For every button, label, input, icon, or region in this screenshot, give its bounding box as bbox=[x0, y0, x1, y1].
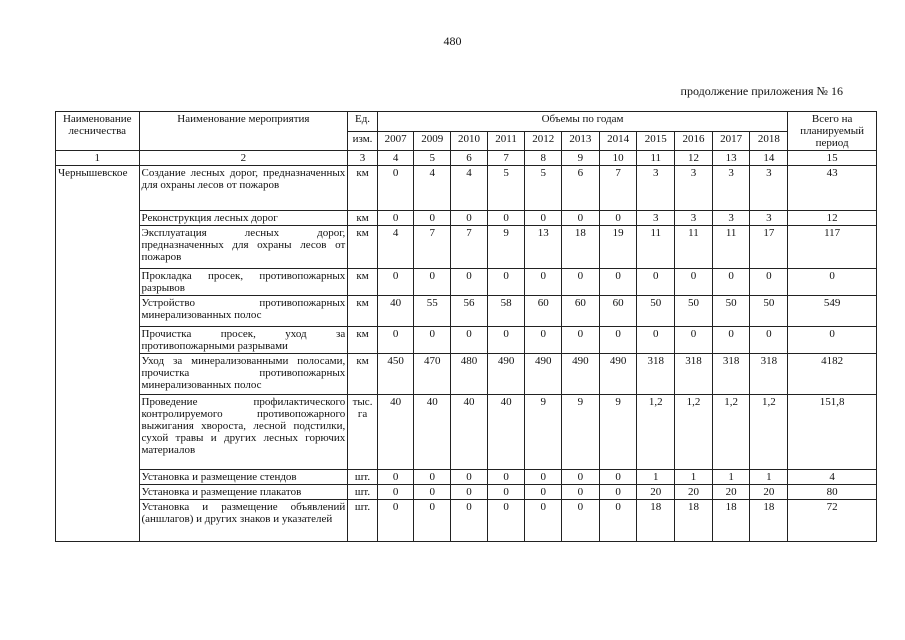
column-number: 7 bbox=[487, 151, 525, 166]
value-cell: 0 bbox=[599, 269, 637, 296]
unit-cell: км bbox=[348, 226, 378, 269]
value-cell: 0 bbox=[414, 500, 451, 542]
value-cell: 1 bbox=[675, 470, 713, 485]
value-cell: 20 bbox=[712, 485, 750, 500]
value-cell: 4 bbox=[451, 166, 488, 211]
value-cell: 450 bbox=[377, 354, 414, 395]
value-cell: 0 bbox=[451, 327, 488, 354]
activity-name: Реконструкция лесных дорог bbox=[139, 211, 348, 226]
value-cell: 18 bbox=[712, 500, 750, 542]
value-cell: 0 bbox=[525, 269, 562, 296]
value-cell: 0 bbox=[525, 211, 562, 226]
value-cell: 0 bbox=[451, 269, 488, 296]
table-row bbox=[56, 296, 877, 327]
value-cell: 470 bbox=[414, 354, 451, 395]
value-cell: 490 bbox=[487, 354, 525, 395]
value-cell: 0 bbox=[414, 485, 451, 500]
year-header: 2013 bbox=[562, 131, 600, 151]
value-cell: 0 bbox=[750, 269, 788, 296]
total-cell: 80 bbox=[788, 485, 877, 500]
header-volumes: Объемы по годам bbox=[377, 112, 787, 132]
value-cell: 0 bbox=[637, 327, 675, 354]
value-cell: 0 bbox=[377, 485, 414, 500]
table-row bbox=[56, 269, 877, 296]
unit-cell: км bbox=[348, 211, 378, 226]
year-header: 2017 bbox=[712, 131, 750, 151]
value-cell: 0 bbox=[599, 211, 637, 226]
unit-cell: км bbox=[348, 296, 378, 327]
value-cell: 7 bbox=[599, 166, 637, 211]
value-cell: 1,2 bbox=[750, 395, 788, 470]
unit-cell: шт. bbox=[348, 500, 378, 542]
value-cell: 3 bbox=[712, 166, 750, 211]
value-cell: 60 bbox=[599, 296, 637, 327]
value-cell: 0 bbox=[487, 470, 525, 485]
activity-name: Уход за минерализованными полосами, прочистка противопожарных минерализованных полос bbox=[139, 354, 348, 395]
value-cell: 318 bbox=[675, 354, 713, 395]
total-cell: 0 bbox=[788, 327, 877, 354]
value-cell: 490 bbox=[525, 354, 562, 395]
value-cell: 3 bbox=[637, 166, 675, 211]
value-cell: 0 bbox=[599, 500, 637, 542]
value-cell: 7 bbox=[451, 226, 488, 269]
value-cell: 0 bbox=[637, 269, 675, 296]
value-cell: 0 bbox=[675, 327, 713, 354]
activity-name: Прокладка просек, противопожарных разрывов bbox=[139, 269, 348, 296]
header-unit-bottom: изм. bbox=[348, 131, 378, 151]
value-cell: 0 bbox=[487, 327, 525, 354]
value-cell: 5 bbox=[525, 166, 562, 211]
table-row bbox=[56, 211, 877, 226]
activity-name: Установка и размещение стендов bbox=[139, 470, 348, 485]
year-header: 2010 bbox=[451, 131, 488, 151]
value-cell: 50 bbox=[675, 296, 713, 327]
value-cell: 0 bbox=[525, 327, 562, 354]
value-cell: 17 bbox=[750, 226, 788, 269]
unit-cell: км bbox=[348, 269, 378, 296]
year-header: 2016 bbox=[675, 131, 713, 151]
total-cell: 12 bbox=[788, 211, 877, 226]
value-cell: 0 bbox=[562, 211, 600, 226]
value-cell: 0 bbox=[414, 211, 451, 226]
total-cell: 549 bbox=[788, 296, 877, 327]
value-cell: 0 bbox=[451, 211, 488, 226]
value-cell: 0 bbox=[487, 500, 525, 542]
value-cell: 0 bbox=[451, 470, 488, 485]
value-cell: 60 bbox=[562, 296, 600, 327]
header-activity: Наименование мероприятия bbox=[139, 112, 348, 151]
column-number: 3 bbox=[348, 151, 378, 166]
value-cell: 11 bbox=[675, 226, 713, 269]
value-cell: 0 bbox=[525, 470, 562, 485]
value-cell: 318 bbox=[712, 354, 750, 395]
value-cell: 0 bbox=[562, 500, 600, 542]
value-cell: 0 bbox=[377, 166, 414, 211]
activities-table bbox=[55, 111, 877, 542]
value-cell: 0 bbox=[377, 211, 414, 226]
table-row bbox=[56, 327, 877, 354]
value-cell: 0 bbox=[562, 269, 600, 296]
total-cell: 72 bbox=[788, 500, 877, 542]
column-number: 12 bbox=[675, 151, 713, 166]
year-header: 2007 bbox=[377, 131, 414, 151]
value-cell: 318 bbox=[637, 354, 675, 395]
value-cell: 50 bbox=[750, 296, 788, 327]
value-cell: 5 bbox=[487, 166, 525, 211]
header-forestry: Наименование лесничества bbox=[56, 112, 140, 151]
value-cell: 3 bbox=[637, 211, 675, 226]
value-cell: 4 bbox=[377, 226, 414, 269]
unit-cell: км bbox=[348, 354, 378, 395]
appendix-note: продолжение приложения № 16 bbox=[680, 84, 843, 98]
value-cell: 3 bbox=[675, 166, 713, 211]
activity-name: Проведение профилактического контролируемого противопожарного выжигания хвороста, лесной подстилки, сухой травы и других лесных горючих материалов bbox=[139, 395, 348, 470]
value-cell: 18 bbox=[675, 500, 713, 542]
value-cell: 0 bbox=[712, 269, 750, 296]
year-header: 2011 bbox=[487, 131, 525, 151]
value-cell: 0 bbox=[525, 485, 562, 500]
value-cell: 20 bbox=[637, 485, 675, 500]
value-cell: 318 bbox=[750, 354, 788, 395]
value-cell: 0 bbox=[562, 485, 600, 500]
value-cell: 11 bbox=[712, 226, 750, 269]
value-cell: 0 bbox=[599, 327, 637, 354]
activity-name: Устройство противопожарных минерализованных полос bbox=[139, 296, 348, 327]
value-cell: 0 bbox=[451, 500, 488, 542]
table-row bbox=[56, 354, 877, 395]
column-number: 2 bbox=[139, 151, 348, 166]
value-cell: 0 bbox=[451, 485, 488, 500]
value-cell: 6 bbox=[562, 166, 600, 211]
total-cell: 151,8 bbox=[788, 395, 877, 470]
table-row bbox=[56, 226, 877, 269]
total-cell: 4182 bbox=[788, 354, 877, 395]
year-header: 2009 bbox=[414, 131, 451, 151]
year-header: 2012 bbox=[525, 131, 562, 151]
value-cell: 0 bbox=[487, 485, 525, 500]
activity-name: Установка и размещение объявлений (аншлагов) и других знаков и указателей bbox=[139, 500, 348, 542]
value-cell: 55 bbox=[414, 296, 451, 327]
value-cell: 1,2 bbox=[637, 395, 675, 470]
unit-cell: км bbox=[348, 327, 378, 354]
value-cell: 1,2 bbox=[712, 395, 750, 470]
value-cell: 9 bbox=[599, 395, 637, 470]
value-cell: 0 bbox=[377, 327, 414, 354]
column-number-row bbox=[56, 151, 877, 166]
value-cell: 1 bbox=[750, 470, 788, 485]
value-cell: 56 bbox=[451, 296, 488, 327]
value-cell: 0 bbox=[599, 470, 637, 485]
value-cell: 9 bbox=[562, 395, 600, 470]
total-cell: 4 bbox=[788, 470, 877, 485]
year-header: 2018 bbox=[750, 131, 788, 151]
value-cell: 0 bbox=[414, 269, 451, 296]
value-cell: 0 bbox=[712, 327, 750, 354]
value-cell: 3 bbox=[712, 211, 750, 226]
unit-cell: тыс. га bbox=[348, 395, 378, 470]
value-cell: 3 bbox=[750, 211, 788, 226]
unit-cell: шт. bbox=[348, 485, 378, 500]
value-cell: 18 bbox=[750, 500, 788, 542]
value-cell: 7 bbox=[414, 226, 451, 269]
value-cell: 1 bbox=[637, 470, 675, 485]
value-cell: 1,2 bbox=[675, 395, 713, 470]
value-cell: 3 bbox=[750, 166, 788, 211]
value-cell: 40 bbox=[451, 395, 488, 470]
value-cell: 40 bbox=[377, 296, 414, 327]
column-number: 4 bbox=[377, 151, 414, 166]
value-cell: 18 bbox=[637, 500, 675, 542]
value-cell: 480 bbox=[451, 354, 488, 395]
value-cell: 40 bbox=[377, 395, 414, 470]
value-cell: 40 bbox=[487, 395, 525, 470]
column-number: 14 bbox=[750, 151, 788, 166]
value-cell: 20 bbox=[750, 485, 788, 500]
value-cell: 50 bbox=[712, 296, 750, 327]
value-cell: 3 bbox=[675, 211, 713, 226]
year-header: 2014 bbox=[599, 131, 637, 151]
value-cell: 0 bbox=[675, 269, 713, 296]
value-cell: 9 bbox=[525, 395, 562, 470]
activity-name: Установка и размещение плакатов bbox=[139, 485, 348, 500]
table-row bbox=[56, 395, 877, 470]
value-cell: 490 bbox=[562, 354, 600, 395]
total-cell: 43 bbox=[788, 166, 877, 211]
value-cell: 11 bbox=[637, 226, 675, 269]
value-cell: 0 bbox=[414, 470, 451, 485]
table-row bbox=[56, 470, 877, 485]
table-row bbox=[56, 166, 877, 211]
value-cell: 19 bbox=[599, 226, 637, 269]
unit-cell: шт. bbox=[348, 470, 378, 485]
value-cell: 60 bbox=[525, 296, 562, 327]
value-cell: 18 bbox=[562, 226, 600, 269]
column-number: 13 bbox=[712, 151, 750, 166]
column-number: 11 bbox=[637, 151, 675, 166]
value-cell: 0 bbox=[487, 211, 525, 226]
value-cell: 0 bbox=[377, 269, 414, 296]
column-number: 10 bbox=[599, 151, 637, 166]
total-cell: 0 bbox=[788, 269, 877, 296]
value-cell: 0 bbox=[487, 269, 525, 296]
value-cell: 0 bbox=[525, 500, 562, 542]
value-cell: 0 bbox=[562, 470, 600, 485]
header-total: Всего на планируемый период bbox=[788, 112, 877, 151]
activity-name: Создание лесных дорог, предназначенных для охраны лесов от пожаров bbox=[139, 166, 348, 211]
forestry-name: Чернышевское bbox=[56, 166, 140, 542]
year-header: 2015 bbox=[637, 131, 675, 151]
header-row bbox=[56, 112, 877, 132]
table-row bbox=[56, 500, 877, 542]
unit-cell: км bbox=[348, 166, 378, 211]
value-cell: 58 bbox=[487, 296, 525, 327]
value-cell: 13 bbox=[525, 226, 562, 269]
value-cell: 0 bbox=[377, 470, 414, 485]
header-unit-top: Ед. bbox=[348, 112, 378, 132]
column-number: 9 bbox=[562, 151, 600, 166]
value-cell: 0 bbox=[599, 485, 637, 500]
value-cell: 4 bbox=[414, 166, 451, 211]
activity-name: Прочистка просек, уход за противопожарными разрывами bbox=[139, 327, 348, 354]
column-number: 5 bbox=[414, 151, 451, 166]
column-number: 1 bbox=[56, 151, 140, 166]
value-cell: 20 bbox=[675, 485, 713, 500]
value-cell: 9 bbox=[487, 226, 525, 269]
column-number: 6 bbox=[451, 151, 488, 166]
value-cell: 0 bbox=[562, 327, 600, 354]
value-cell: 1 bbox=[712, 470, 750, 485]
value-cell: 0 bbox=[750, 327, 788, 354]
total-cell: 117 bbox=[788, 226, 877, 269]
page-number: 480 bbox=[443, 34, 462, 48]
value-cell: 0 bbox=[414, 327, 451, 354]
value-cell: 50 bbox=[637, 296, 675, 327]
value-cell: 490 bbox=[599, 354, 637, 395]
column-number: 15 bbox=[788, 151, 877, 166]
value-cell: 40 bbox=[414, 395, 451, 470]
column-number: 8 bbox=[525, 151, 562, 166]
activity-name: Эксплуатация лесных дорог, предназначенных для охраны лесов от пожаров bbox=[139, 226, 348, 269]
value-cell: 0 bbox=[377, 500, 414, 542]
table-row bbox=[56, 485, 877, 500]
